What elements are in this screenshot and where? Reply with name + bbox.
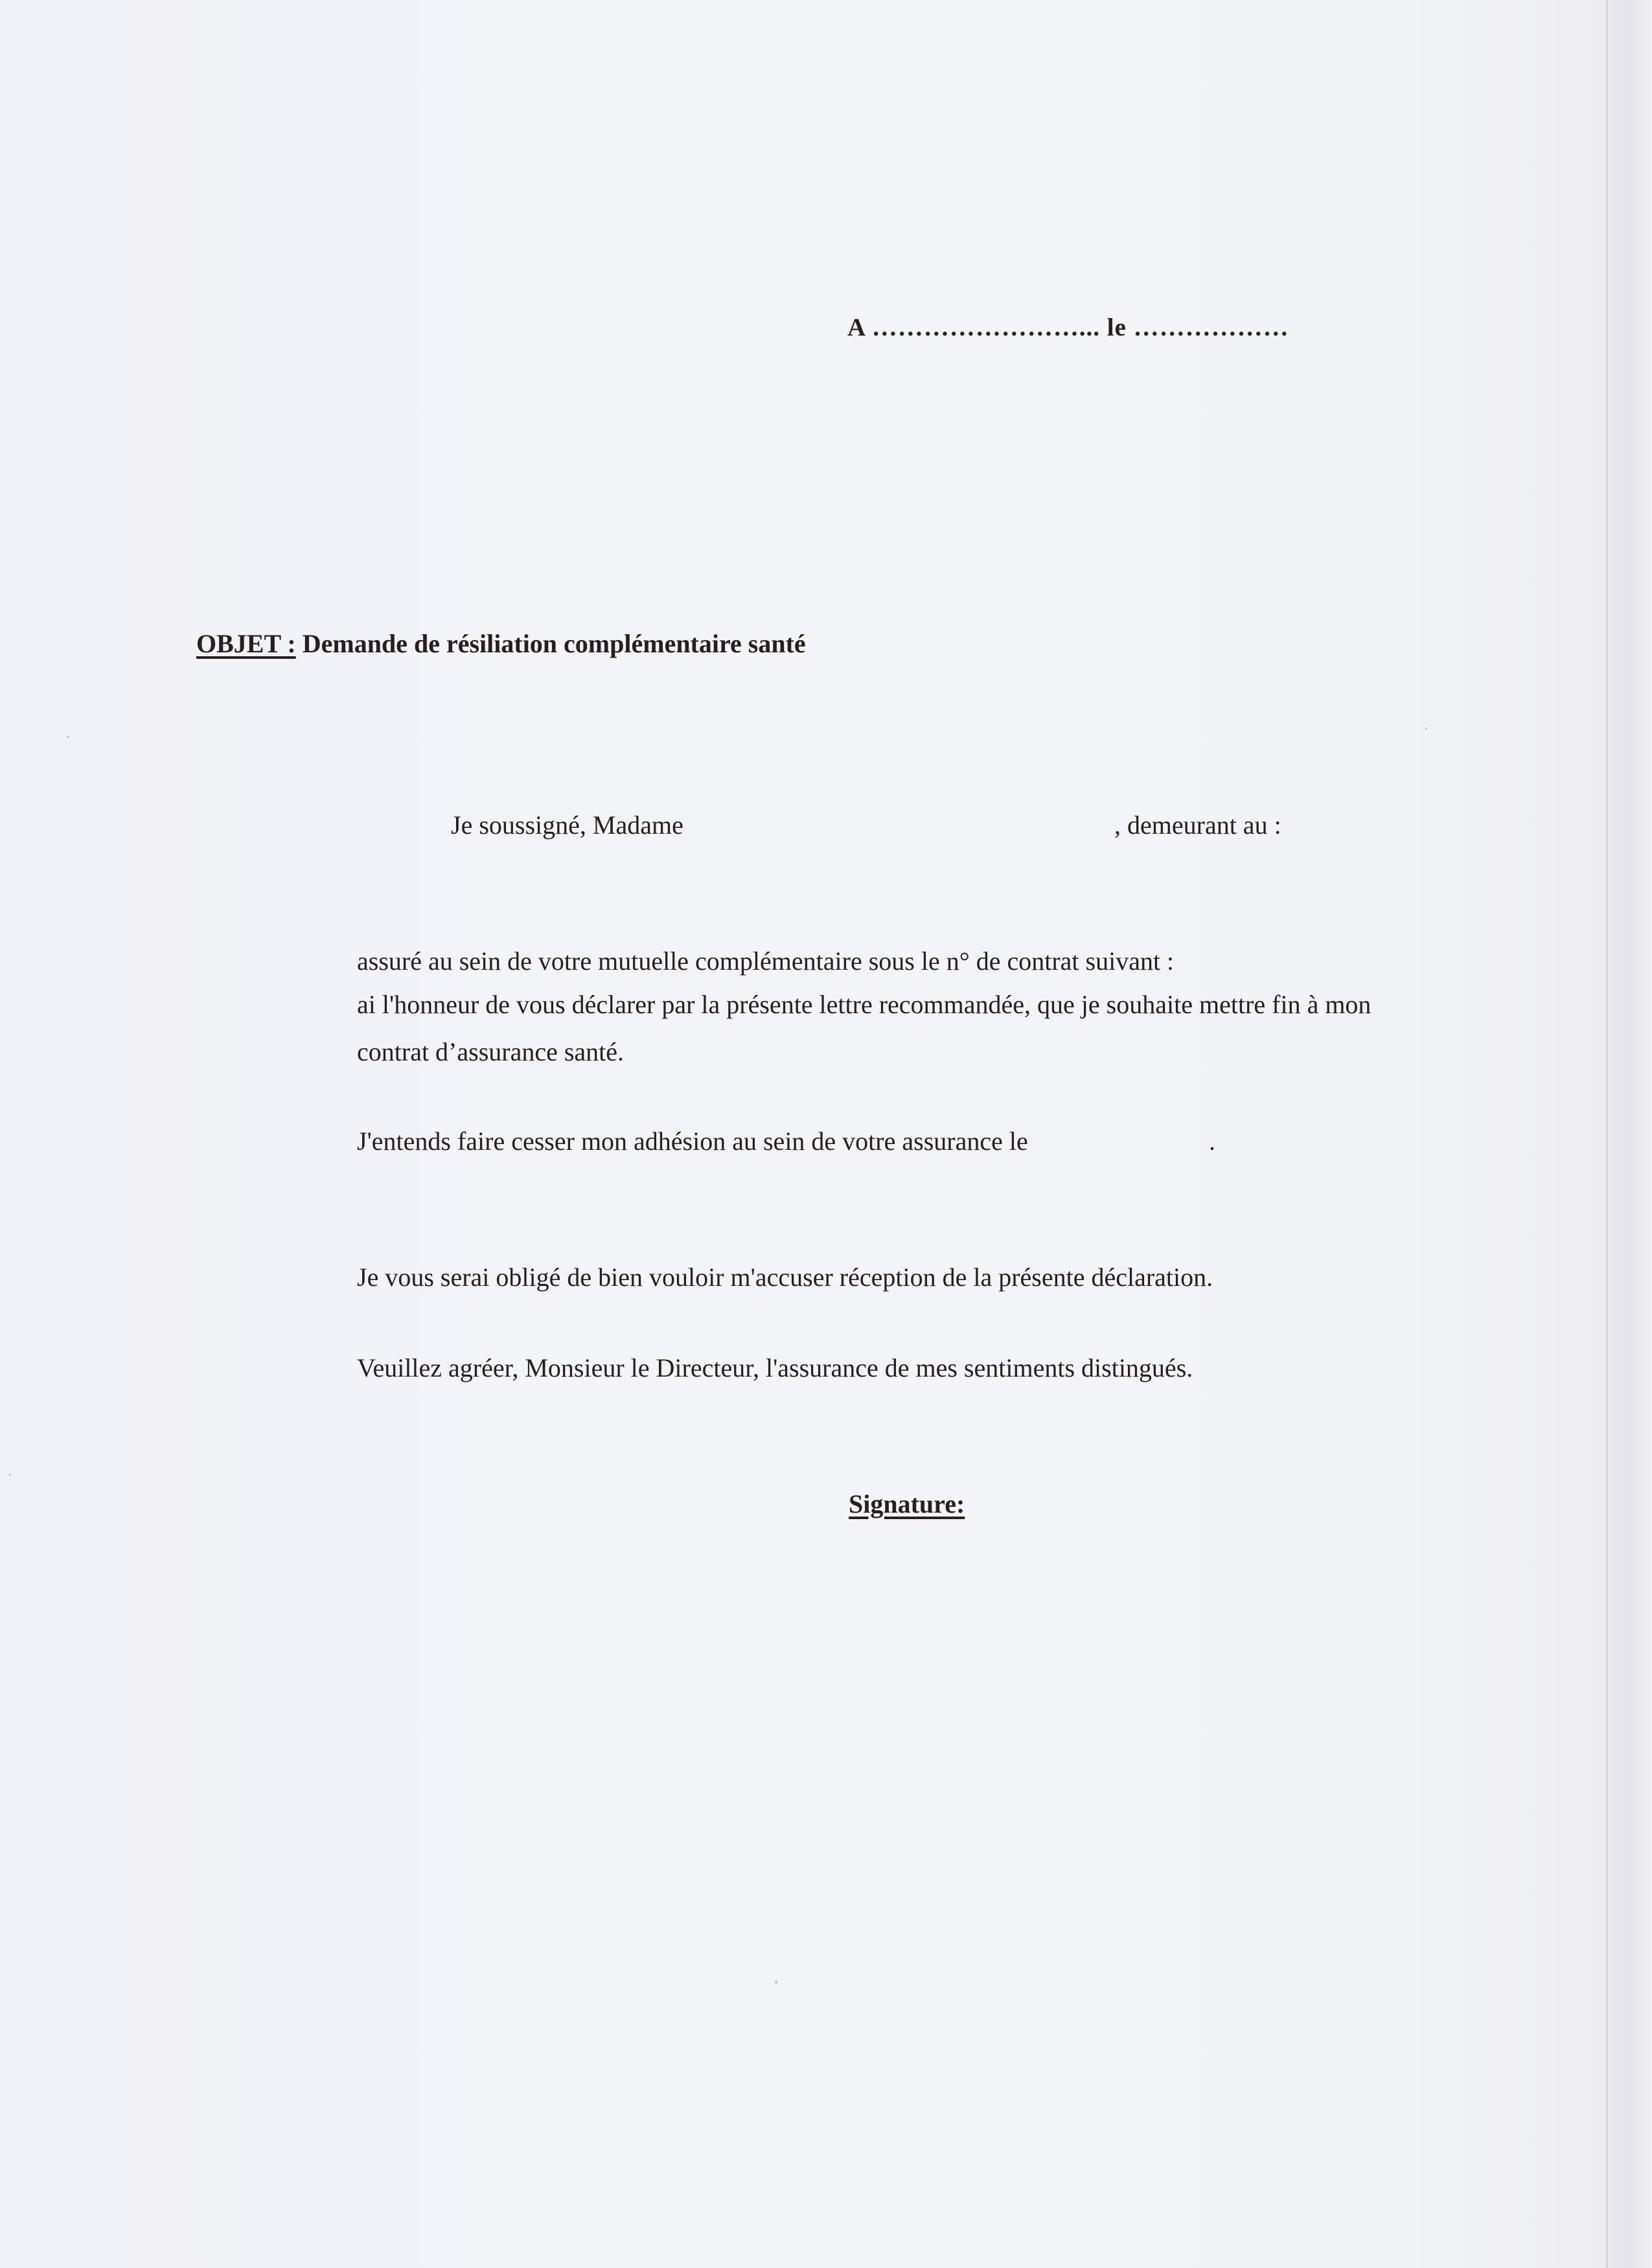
page-edge-shadow bbox=[1594, 0, 1652, 2268]
subject-label: OBJET : bbox=[196, 629, 296, 658]
place-date-line: A ……………………... le ……………… bbox=[847, 314, 1289, 341]
undersigned-line: Je soussigné, Madame bbox=[451, 810, 683, 840]
termination-date-line: J'entends faire cesser mon adhésion au sein de votre assurance le bbox=[357, 1127, 1028, 1156]
subject-line bbox=[196, 628, 806, 659]
scan-speck bbox=[67, 736, 69, 738]
acknowledgment-line: Je vous serai obligé de bien vouloir m'accuser réception de la présente déclaration. bbox=[357, 1263, 1213, 1292]
closing-line: Veuillez agréer, Monsieur le Directeur, l'assurance de mes sentiments distingués. bbox=[357, 1353, 1193, 1382]
paragraph-line-3: contrat d’assurance santé. bbox=[357, 1037, 625, 1066]
page-edge-line bbox=[1606, 0, 1608, 2268]
paragraph-line-2: ai l'honneur de vous déclarer par la présente lettre recommandée, que je souhaite mettre fin à mon bbox=[357, 990, 1371, 1019]
termination-date-end: . bbox=[1209, 1127, 1215, 1156]
paragraph-line-1: assuré au sein de votre mutuelle complémentaire sous le n° de contrat suivant : bbox=[357, 946, 1175, 976]
subject-text: Demande de résiliation complémentaire santé bbox=[302, 629, 806, 658]
scan-speck bbox=[9, 1474, 11, 1476]
signature-label: Signature: bbox=[849, 1489, 965, 1518]
residing-line: , demeurant au : bbox=[1114, 810, 1281, 840]
scan-speck bbox=[775, 1981, 777, 1984]
scan-speck bbox=[1425, 727, 1427, 729]
